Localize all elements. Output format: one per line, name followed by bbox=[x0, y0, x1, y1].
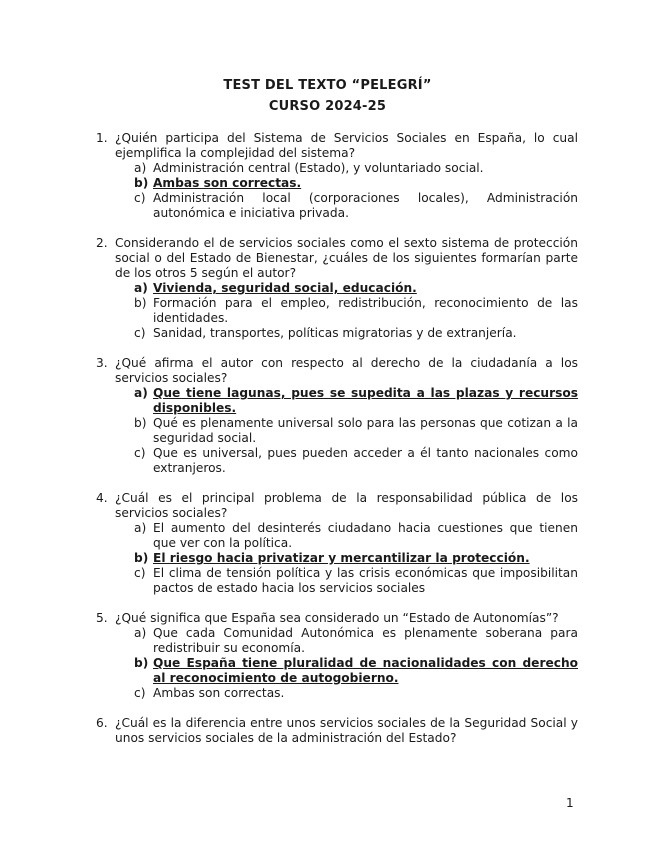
answer-option bbox=[134, 626, 578, 656]
question-text: ¿Cuál es el principal problema de la responsabilidad pública de los servicios sociales? bbox=[115, 491, 578, 520]
option-text: Administración central (Estado), y voluntariado social. bbox=[153, 161, 484, 175]
option-text: Que España tiene pluralidad de nacionalidades con derecho al reconocimiento de autogobierno. bbox=[153, 656, 578, 685]
question-number: 1. bbox=[96, 131, 108, 145]
answer-option-correct bbox=[134, 281, 578, 296]
option-text: El clima de tensión política y las crisis económicas que imposibilitan pactos de estado hacia los servicios sociales bbox=[153, 566, 578, 595]
question-2 bbox=[96, 236, 578, 341]
option-text: Que cada Comunidad Autonómica es plenamente soberana para redistribuir su economía. bbox=[153, 626, 578, 655]
option-text: Sanidad, transportes, políticas migratorias y de extranjería. bbox=[153, 326, 517, 340]
answer-option bbox=[134, 416, 578, 446]
option-letter: c) bbox=[134, 191, 146, 205]
option-text: Qué es plenamente universal solo para las personas que cotizan a la seguridad social. bbox=[153, 416, 578, 445]
answer-option-correct bbox=[134, 176, 578, 191]
question-number: 4. bbox=[96, 491, 108, 505]
question-number: 5. bbox=[96, 611, 108, 625]
option-text: Que es universal, pues pueden acceder a él tanto nacionales como extranjeros. bbox=[153, 446, 578, 475]
document-title: TEST DEL TEXTO “PELEGRÍ” bbox=[223, 78, 432, 93]
option-letter: b) bbox=[134, 416, 147, 430]
question-list bbox=[96, 131, 578, 761]
question-text: Considerando el de servicios sociales como el sexto sistema de protección social o del Estado de Bienestar, ¿cuáles de los siguientes formarían parte de los otros 5 según el autor? bbox=[115, 236, 578, 280]
option-letter: b) bbox=[134, 296, 147, 310]
question-text: ¿Quién participa del Sistema de Servicios Sociales en España, lo cual ejemplifica la complejidad del sistema? bbox=[115, 131, 578, 160]
answer-option bbox=[134, 296, 578, 326]
question-text: ¿Qué afirma el autor con respecto al derecho de la ciudadanía a los servicios sociales? bbox=[115, 356, 578, 385]
answer-option-correct bbox=[134, 656, 578, 686]
document-subtitle: CURSO 2024-25 bbox=[268, 99, 387, 114]
option-text: El riesgo hacia privatizar y mercantilizar la protección. bbox=[153, 551, 530, 565]
question-1 bbox=[96, 131, 578, 221]
page-number: 1 bbox=[566, 796, 574, 810]
option-letter: c) bbox=[134, 686, 146, 700]
option-letter: b) bbox=[134, 656, 149, 670]
question-3 bbox=[96, 356, 578, 476]
option-letter: c) bbox=[134, 566, 146, 580]
answer-option bbox=[134, 521, 578, 551]
question-number: 2. bbox=[96, 236, 108, 250]
option-text: Que tiene lagunas, pues se supedita a las plazas y recursos disponibles. bbox=[153, 386, 578, 415]
question-text: ¿Qué significa que España sea considerado un “Estado de Autonomías”? bbox=[115, 611, 559, 625]
option-text: Administración local (corporaciones locales), Administración autonómica e iniciativa privada. bbox=[153, 191, 578, 220]
question-text: ¿Cuál es la diferencia entre unos servicios sociales de la Seguridad Social y unos servicios sociales de la administración del Estado? bbox=[115, 716, 578, 745]
answer-option-correct bbox=[134, 386, 578, 416]
option-letter: c) bbox=[134, 326, 146, 340]
answer-option-correct bbox=[134, 551, 578, 566]
option-text: El aumento del desinterés ciudadano hacia cuestiones que tienen que ver con la política. bbox=[153, 521, 578, 550]
question-5 bbox=[96, 611, 578, 701]
answer-option bbox=[134, 566, 578, 596]
answer-option bbox=[134, 191, 578, 221]
question-6 bbox=[96, 716, 578, 746]
option-text: Ambas son correctas. bbox=[153, 176, 302, 190]
option-letter: b) bbox=[134, 551, 149, 565]
option-letter: c) bbox=[134, 446, 146, 460]
question-4 bbox=[96, 491, 578, 596]
question-number: 3. bbox=[96, 356, 108, 370]
option-letter: a) bbox=[134, 281, 148, 295]
option-letter: a) bbox=[134, 521, 147, 535]
option-letter: a) bbox=[134, 626, 147, 640]
answer-option bbox=[134, 326, 578, 341]
answer-option bbox=[134, 686, 578, 701]
answer-option bbox=[134, 161, 578, 176]
option-letter: a) bbox=[134, 386, 148, 400]
question-number: 6. bbox=[96, 716, 108, 730]
option-letter: b) bbox=[134, 176, 149, 190]
option-text: Ambas son correctas. bbox=[153, 686, 285, 700]
answer-option bbox=[134, 446, 578, 476]
option-text: Formación para el empleo, redistribución, reconocimiento de las identidades. bbox=[153, 296, 578, 325]
option-text: Vivienda, seguridad social, educación. bbox=[153, 281, 417, 295]
option-letter: a) bbox=[134, 161, 147, 175]
